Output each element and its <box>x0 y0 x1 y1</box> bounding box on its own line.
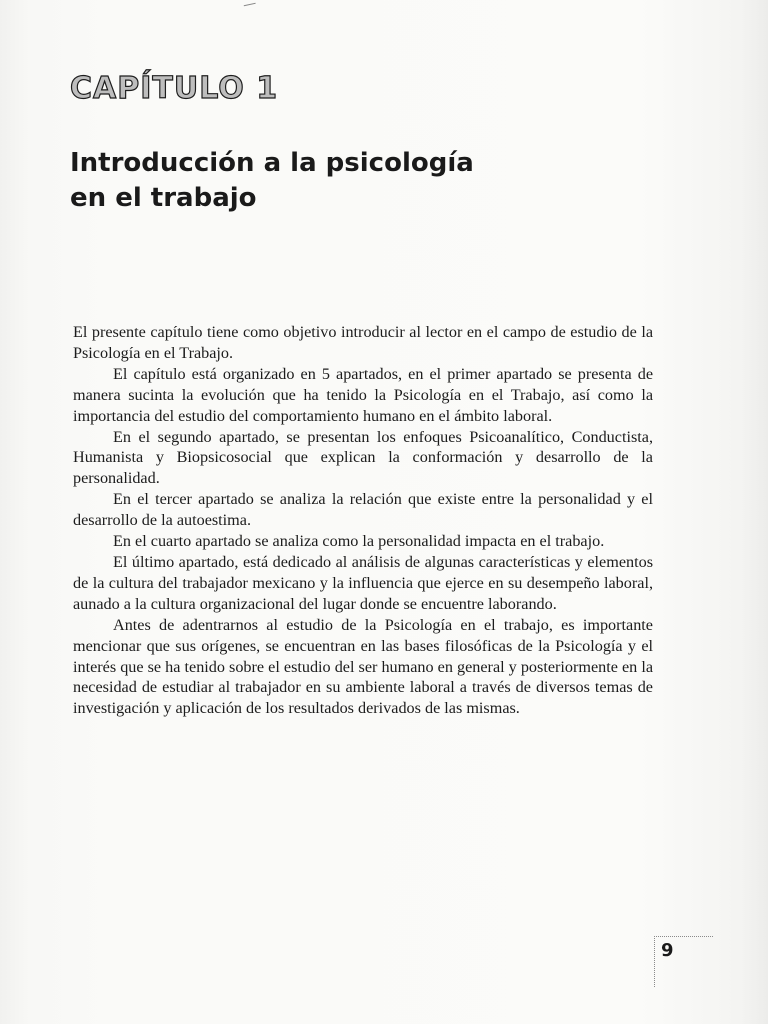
paragraph: El capítulo está organizado en 5 apartados, en el primer apartado se presenta de manera sucinta la evolución que ha tenido la Psicología en el Trabajo, así como la importancia del estudio del comportamiento humano en el ámbito laboral. <box>73 364 653 425</box>
body-text <box>73 322 653 719</box>
page-number: 9 <box>661 940 674 961</box>
chapter-label: CAPÍTULO 1 <box>70 71 279 106</box>
paragraph: En el segundo apartado, se presentan los enfoques Psicoanalítico, Conductista, Humanista y Biopsicosocial que explican la conformación y desarrollo de la personalidad. <box>73 427 653 488</box>
paragraph: El último apartado, está dedicado al análisis de algunas características y elementos de la cultura del trabajador mexicano y la influencia que ejerce en su desempeño laboral, aunado a la cultura organizacional del lugar donde se encuentre laborando. <box>73 552 653 613</box>
chapter-title-line-1: Introducción a la psicología <box>70 148 474 178</box>
chapter-title <box>70 146 590 216</box>
paragraph: En el tercer apartado se analiza la relación que existe entre la personalidad y el desarrollo de la autoestima. <box>73 490 653 530</box>
scan-mark <box>244 3 257 9</box>
paragraph: El presente capítulo tiene como objetivo introducir al lector en el campo de estudio de la Psicología en el Trabajo. <box>73 323 653 362</box>
paragraph: Antes de adentrarnos al estudio de la Psicología en el trabajo, es importante mencionar que sus orígenes, se encuentran en las bases filosóficas de la Psicología y el interés que se ha tenido sobre el estudio del ser humano en general y posteriormente en la necesidad de estudiar al trabajador en su ambiente laboral a través de diversos temas de investigación y aplicación de los resultados derivados de las mismas. <box>73 615 653 718</box>
paragraph: En el cuarto apartado se analiza como la personalidad impacta en el trabajo. <box>113 532 605 551</box>
chapter-title-line-2: en el trabajo <box>70 183 257 213</box>
